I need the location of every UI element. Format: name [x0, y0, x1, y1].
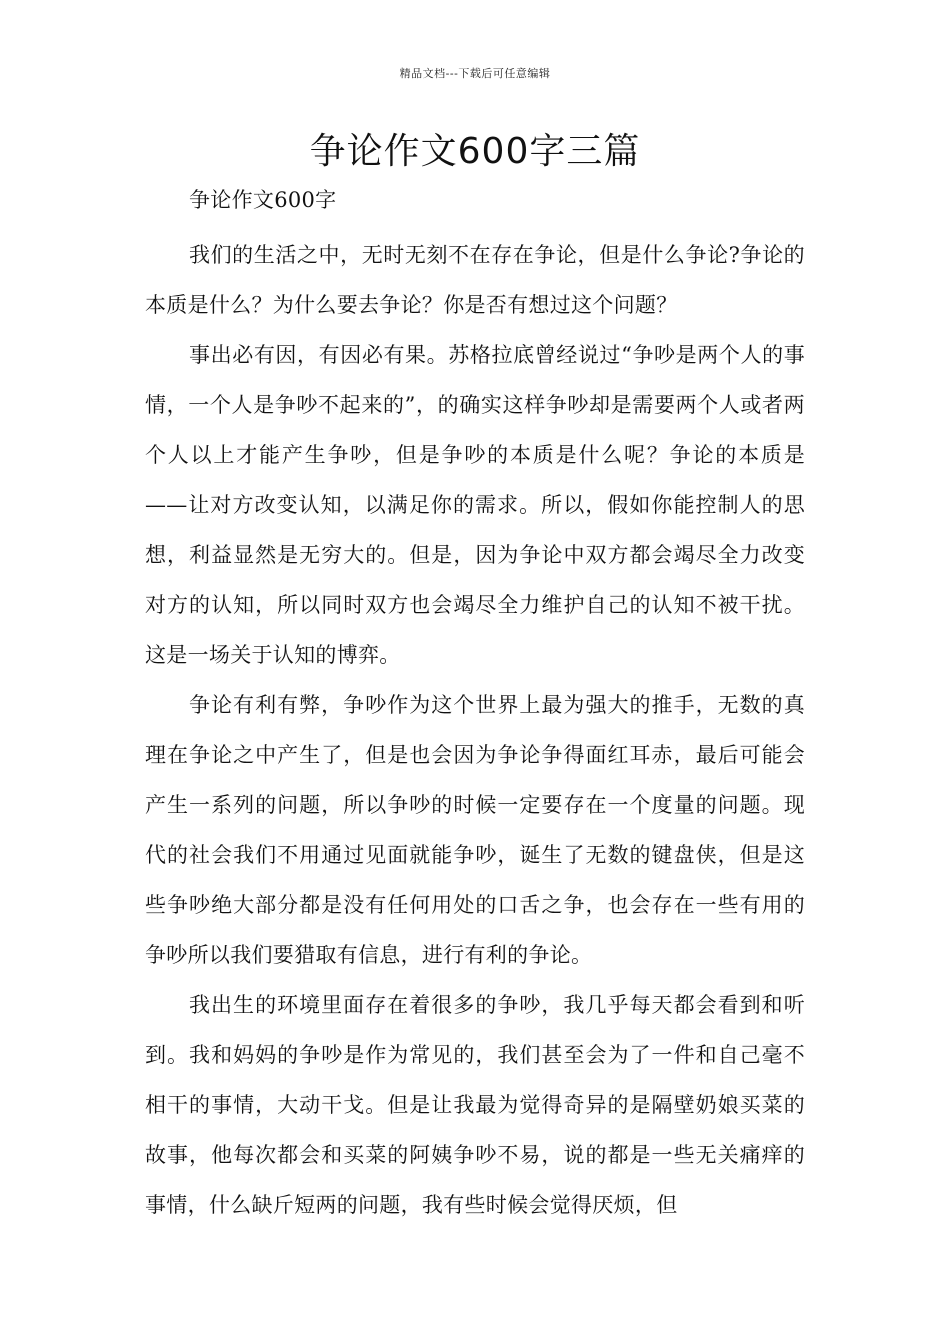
paragraph: 事出必有因，有因必有果。苏格拉底曾经说过“争吵是两个人的事情，一个人是争吵不起来的”，的确实这样争吵却是需要两个人或者两个人以上才能产生争吵，但是争吵的本质是什么呢？争论的本质是——让对方改变认知，以满足你的需求。所以，假如你能控制人的思想，利益显然是无穷大的。但是，因为争论中双方都会竭尽全力改变对方的认知，所以同时双方也会竭尽全力维护自己的认知不被干扰。这是一场关于认知的博弈。: [145, 343, 805, 667]
paragraph: 我出生的环境里面存在着很多的争吵，我几乎每天都会看到和听到。我和妈妈的争吵是作为常见的，我们甚至会为了一件和自己毫不相干的事情，大动干戈。但是让我最为觉得奇异的是隔壁奶娘买菜的故事，他每次都会和买菜的阿姨争吵不易，说的都是一些无关痛痒的事情，什么缺斤短两的问题，我有些时候会觉得厌烦，但: [145, 993, 805, 1217]
document-subtitle: 争论作文600字: [189, 188, 337, 212]
document-body: [145, 182, 805, 1230]
header-note: 精品文档---下载后可任意编辑: [399, 67, 551, 80]
document-title: 争论作文600字三篇: [309, 131, 641, 172]
paragraph: 我们的生活之中，无时无刻不在存在争论，但是什么争论?争论的本质是什么？为什么要去争论？你是否有想过这个问题？: [145, 243, 805, 317]
paragraph: 争论有利有弊，争吵作为这个世界上最为强大的推手，无数的真理在争论之中产生了，但是也会因为争论争得面红耳赤，最后可能会产生一系列的问题，所以争吵的时候一定要存在一个度量的问题。现代的社会我们不用通过见面就能争吵，诞生了无数的键盘侠，但是这些争吵绝大部分都是没有任何用处的口舌之争，也会存在一些有用的争吵所以我们要猎取有信息，进行有利的争论。: [145, 693, 805, 967]
